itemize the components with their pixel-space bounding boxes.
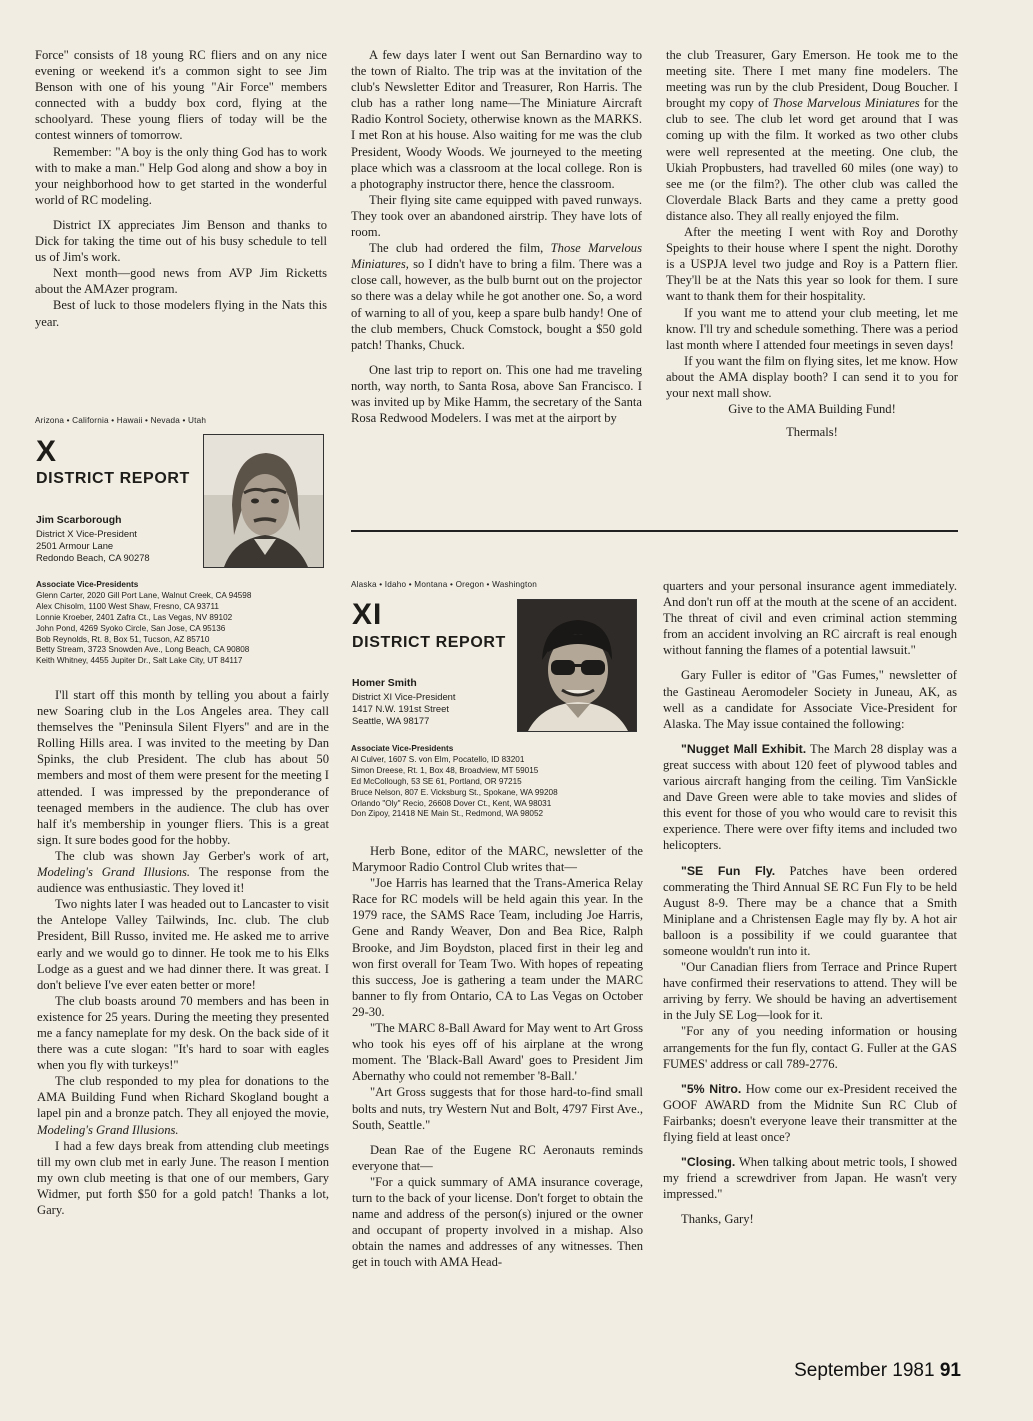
portrait-illustration bbox=[204, 435, 323, 567]
vp-role: District XI Vice-President bbox=[352, 691, 456, 702]
page-number: 91 bbox=[939, 1360, 961, 1381]
paragraph: The club responded to my plea for donations to the AMA Building Fund when Richard Skogland bought a lapel pin and a bronze patch. They all enjoyed the movie, Modeling's Grand Illusions. bbox=[37, 1074, 329, 1137]
district-xi-title: DISTRICT REPORT bbox=[352, 634, 506, 651]
district-x-vp-photo bbox=[203, 434, 324, 568]
vp-name: Homer Smith bbox=[352, 678, 417, 689]
paragraph: Remember: "A boy is the only thing God has to work with to make a man." Help God along and show a boy in your neighborhood how to get started in the wonderful world of RC modeling. bbox=[35, 144, 327, 207]
vp-address-line-2: Seattle, WA 98177 bbox=[352, 715, 430, 727]
associate-entry: Al Culver, 1607 S. von Elm, Pocatello, ID 83201 bbox=[351, 754, 525, 764]
associates-heading: Associate Vice-Presidents bbox=[351, 744, 454, 753]
paragraph: Two nights later I was headed out to Lancaster to visit the Antelope Valley Tailwinds, Inc. club. The club President, Bill Russo, invited me. He asked me to arrive early and we would go to dinner. He took me to his Elks Lodge as a guest and we had dinner there. It was great. I don't believe I've ever eaten better or more! bbox=[37, 897, 329, 992]
district-x-associates bbox=[36, 580, 251, 667]
paragraph: Herb Bone, editor of the MARC, newsletter of the Marymoor Radio Control Club writes that— bbox=[352, 844, 643, 875]
paragraph: The club boasts around 70 members and has been in existence for 25 years. During the meeting they presented me a fancy nameplate for my desk. On the back side of it there was a cute slogan: "It's hard to soar with eagles when you fly with turkeys!" bbox=[37, 993, 329, 1073]
section-lead: "Nugget Mall Exhibit. bbox=[681, 741, 807, 756]
associate-entry: Don Zipoy, 21418 NE Main St., Redmond, WA 98052 bbox=[351, 809, 544, 819]
district-x-title: DISTRICT REPORT bbox=[36, 470, 190, 487]
paragraph: "Closing. When talking about metric tools, I showed my friend a screwdriver from Japan. He wasn't very impressed." bbox=[663, 1155, 957, 1202]
vp-address-line-2: Redondo Beach, CA 90278 bbox=[36, 552, 150, 564]
paragraph: "Our Canadian fliers from Terrace and Prince Rupert have confirmed their reservations to attend. They will be arriving by ferry. We should be having an advertisement in the July SE Log—look for it. bbox=[663, 960, 957, 1023]
paragraph: Their flying site came equipped with paved runways. They took over an abandoned airstrip. They have lots of room. bbox=[351, 192, 642, 240]
paragraph: the club Treasurer, Gary Emerson. He took me to the meeting site. There I met many fine modelers. The meeting was run by the club President, Doug Boucher. I brought my copy of Those Marvelous Miniatures for the club to see. The club let word get around that I was coming up with the film. It worked as two other clubs were well represented at the meeting. One club, the Ukiah Propbusters, had travelled 60 miles (one way) to see me (or the film?). The other club was called the Cloverdale Black Barts and they came a pretty good distance also. They all really enjoyed the film. bbox=[666, 48, 958, 223]
page-footer bbox=[794, 1360, 961, 1382]
associate-entry: Orlando "Oly" Recio, 26608 Dover Ct., Kent, WA 98031 bbox=[351, 798, 552, 808]
associate-entry: John Pond, 4269 Syoko Circle, San Jose, CA 95136 bbox=[36, 623, 226, 633]
paragraph: I had a few days break from attending club meetings till my own club met in early June. The reason I mention my own club meeting is that one of our members, Gary Widmer, put forth $50 for a gold patch! Thanks a lot, Gary. bbox=[37, 1138, 329, 1217]
film-title: Those Marvelous Miniatures, bbox=[351, 241, 642, 272]
district-x-number: X bbox=[36, 435, 58, 468]
district-xi-states: Alaska • Idaho • Montana • Oregon • Washington bbox=[351, 580, 538, 589]
paragraph: Thanks, Gary! bbox=[681, 1212, 754, 1227]
paragraph: If you want me to attend your club meeting, let me know. I'll try and schedule something. There was a period last month where I attended four meetings in seven days! bbox=[666, 305, 958, 352]
section-lead: "5% Nitro. bbox=[681, 1081, 742, 1096]
paragraph: After the meeting I went with Roy and Dorothy Speights to their house where I spent the night. Dorothy is a USPJA level two judge and Roy is a Pattern flier. They'll be at the Nats this year so look for them. I sure want to thank them for their hospitality. bbox=[666, 225, 958, 304]
paragraph: Best of luck to those modelers flying in the Nats this year. bbox=[35, 298, 327, 329]
section-lead: "Closing. bbox=[681, 1155, 736, 1170]
section-lead: "SE Fun Fly. bbox=[681, 863, 776, 878]
paragraph: quarters and your personal insurance agent immediately. And don't run off at the mouth at the scene of an accident. The threat of civil and even criminal action stemming from an accident involving an RC aircraft is real enough without fanning the flames of a potential lawsuit." bbox=[663, 579, 957, 658]
paragraph: The club had ordered the film, Those Marvelous Miniatures, so I didn't have to bring a film. There was a close call, however, as the bulb burnt out on the projector so there was a delay while he got another one. So, a word of warning to all of you, keep a spare bulb handy! One of the club members, Chuck Comstock, bought a $50 gold patch! Thanks, Chuck. bbox=[351, 241, 642, 352]
vp-address-line-1: 1417 N.W. 191st Street bbox=[352, 703, 449, 715]
film-title: Those Marvelous Miniatures bbox=[772, 96, 920, 111]
paragraph: "Joe Harris has learned that the Trans-America Relay Race for RC models will be held again this year. In the 1979 race, the SAMS Race Team, including Joe Harris, Gene and Randy Weaver, Don and Bea Rice, Ralph Brooke, and Jim Boydston, placed first in their leg and won first overall for Team Two. With hopes of repeating this success, Joe is gathering a team under the MARC banner to fly from Ontario, CA to Las Vegas on October 29-30. bbox=[352, 876, 643, 1019]
paragraph: The club was shown Jay Gerber's work of art, Modeling's Grand Illusions. The response from the audience was enthusiastic. They loved it! bbox=[37, 848, 329, 896]
associates-heading: Associate Vice-Presidents bbox=[36, 580, 139, 589]
film-title: Modeling's Grand Illusions. bbox=[37, 865, 191, 880]
associate-entry: Simon Dreese, Rt. 1, Box 48, Broadview, MT 59015 bbox=[351, 765, 539, 775]
vp-role: District X Vice-President bbox=[36, 528, 137, 539]
district-xi-associates bbox=[351, 744, 558, 820]
vp-name: Jim Scarborough bbox=[36, 515, 122, 526]
associate-entry: Lonnie Kroeber, 2401 Zafra Ct., Las Vegas, NV 89102 bbox=[36, 612, 233, 622]
associate-entry: Bruce Nelson, 807 E. Vicksburg St., Spokane, WA 99208 bbox=[351, 787, 558, 797]
issue-date: September 1981 bbox=[794, 1360, 935, 1381]
paragraph: Force" consists of 18 young RC fliers and on any nice evening or weekend it's a common sight to see Jim Benson with one of his young "Air Force" members connected with a buddy box cord, flying at the schoolyard. These young fliers of today will be the contest winners of tomorrow. bbox=[35, 48, 327, 143]
district-x-vp bbox=[36, 514, 196, 565]
associate-entry: Alex Chisolm, 1100 West Shaw, Fresno, CA 93711 bbox=[36, 601, 219, 611]
vp-address-line-1: 2501 Armour Lane bbox=[36, 540, 114, 552]
district-xi-vp bbox=[352, 677, 512, 728]
paragraph: I'll start off this month by telling you about a fairly new Soaring club in the Los Angeles area. They call themselves the "Peninsula Silent Flyers" and are in the Rolling Hills area. I was invited to the meeting by Dan Spinks, the club President. The club has about 50 members and most of them were present for the meeting I attended. I was impressed by the preponderance of teenaged members in the audience. The club has over half it's membership in younger fliers. This is a great sign. It sure bodes good for the hobby. bbox=[37, 688, 329, 847]
district-xi-number: XI bbox=[352, 598, 383, 631]
column-1-bottom bbox=[37, 687, 329, 1218]
associate-entry: Glenn Carter, 2020 Gill Port Lane, Walnut Creek, CA 94598 bbox=[36, 590, 252, 600]
paragraph: "SE Fun Fly. Patches have been ordered commerating the Third Annual SE RC Fun Fly to be held August 8-9. There may be a chance that a Smith Miniplane and a Christensen Eagle may fly by. A hot air balloon is a possibility if we could guarantee that someone wouldn't run into it. bbox=[663, 863, 958, 958]
column-1-top bbox=[35, 47, 327, 330]
associate-entry: Betty Stream, 3723 Snowden Ave., Long Beach, CA 90808 bbox=[36, 645, 250, 655]
paragraph: "For a quick summary of AMA insurance coverage, turn to the back of your license. Don't forget to obtain the name and address of the person(s) injured or the owner and occupant of property involved in a mishap. Also obtain the names and addresses of any witnesses. Then get in touch with AMA Head- bbox=[352, 1174, 643, 1270]
paragraph: District IX appreciates Jim Benson and thanks to Dick for taking the time out of his busy schedule to tell us of Jim's work. bbox=[35, 217, 327, 265]
column-2-top bbox=[351, 47, 642, 426]
paragraph: A few days later I went out San Bernardino way to the town of Rialto. The trip was at the invitation of the club's Newsletter Editor and Treasurer, Ron Harris. The club has a rather long name—The Miniature Aircraft Radio Kontrol Society, otherwise known as the MARKS. I met Ron at his house. Also waiting for me was the club President, Woody Woods. We journeyed to the meeting place which was a classroom at the local college. Ron is a photography instructor there, hence the classroom. bbox=[351, 48, 642, 191]
district-xi-vp-photo bbox=[517, 599, 637, 732]
paragraph: If you want the film on flying sites, let me know. How about the AMA display booth? I can send it to you for your next mall show. bbox=[666, 353, 958, 400]
paragraph: Give to the AMA Building Fund! bbox=[728, 402, 896, 417]
paragraph: "The MARC 8-Ball Award for May went to Art Gross who took his eyes off of his airplane at the wrong moment. The 'Black-Ball Award' goes to President Jim Abernathy who could not remember '8-Ball.' bbox=[352, 1021, 643, 1084]
paragraph: "Nugget Mall Exhibit. The March 28 display was a great success with about 120 feet of plywood tables and various aircraft hanging from the ceiling. Tim VanSickle and Dave Green were able to take movies and slides of this event for those of you who would care to revisit this experience. There were over fifty items and included two helicopters. bbox=[663, 741, 957, 853]
paragraph: "5% Nitro. How come our ex-President received the GOOF AWARD from the Midnite Sun RC Club of Fairbanks; doesn't everyone leave their transmitter at the flying field at least once? bbox=[663, 1081, 958, 1144]
column-3-top bbox=[666, 47, 958, 440]
paragraph: One last trip to report on. This one had me traveling north, way north, to Santa Rosa, above San Francisco. I was invited up by Mike Hamm, the secretary of the Santa Rosa Redwood Modelers. I was met at the airport by bbox=[351, 362, 642, 426]
portrait-illustration bbox=[518, 600, 636, 731]
associate-entry: Ed McCollough, 53 SE 61, Portland, OR 97215 bbox=[351, 776, 522, 786]
paragraph: Gary Fuller is editor of "Gas Fumes," newsletter of the Gastineau Aeromodeler Society in Juneau, AK, as well as a candidate for Associate Vice-President for Alaska. The May issue contained the following: bbox=[663, 668, 957, 731]
paragraph: "Art Gross suggests that for those hard-to-find small bolts and nuts, try Western Nut and Bolt, 4797 First Ave., South, Seattle." bbox=[352, 1085, 643, 1132]
column-2-bottom bbox=[352, 843, 643, 1270]
district-x-states: Arizona • California • Hawaii • Nevada • Utah bbox=[35, 416, 207, 425]
associate-entry: Bob Reynolds, Rt. 8, Box 51, Tucson, AZ 85710 bbox=[36, 634, 210, 644]
film-title: Modeling's Grand Illusions. bbox=[37, 1122, 179, 1137]
paragraph: Dean Rae of the Eugene RC Aeronauts reminds everyone that— bbox=[352, 1142, 643, 1173]
paragraph: Next month—good news from AVP Jim Ricketts about the AMAzer program. bbox=[35, 266, 327, 297]
sign-off: Thermals! bbox=[786, 425, 838, 440]
paragraph: "For any of you needing information or housing arrangements for the fun fly, contact G. Fuller at the GAS FUMES' address or call 789-2776. bbox=[663, 1024, 957, 1071]
section-divider bbox=[351, 530, 958, 532]
column-3-bottom bbox=[663, 578, 957, 1227]
associate-entry: Keith Whitney, 4455 Jupiter Dr., Salt Lake City, UT 84117 bbox=[36, 656, 243, 666]
